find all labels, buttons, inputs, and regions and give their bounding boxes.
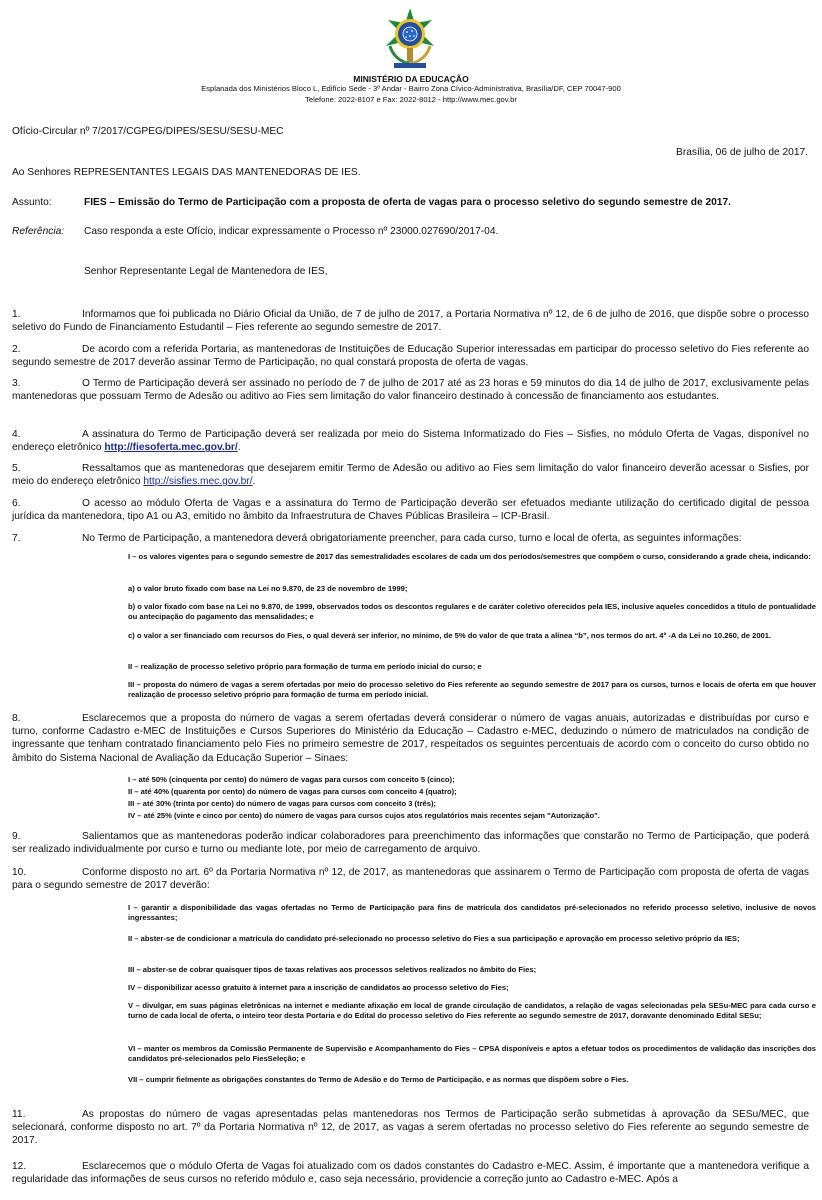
paragraph-text: A assinatura do Termo de Participação deverá ser realizada por meio do Sistema Informatizado do Fies – Sisfies, no módulo Oferta de Vagas, disponível no endereço eletrônico [12,429,809,454]
list7-item-4: c) o valor a ser financiado com recursos do Fies, o qual deverá ser inferior, no mínimo, de 5% do valor de que trata a alínea “b”, nos termos do art. 4º -A da Lei no 10.260, de 2001. [128,631,772,640]
paragraph-text: Conforme disposto no art. 6º da Portaria Normativa nº 12, de 2017, as mantenedoras que assinarem o Termo de Participação com proposta de oferta de vagas para o segundo semestre de 2017 deverão: [12,867,809,892]
paragraph-text: No Termo de Participação, a mantenedora deverá obrigatoriamente preencher, para cada curso, turno e local de oferta, as seguintes informações: [82,533,742,544]
paragraph-7 [12,532,809,545]
paragraph-1 [12,308,809,334]
paragraph-number: 8. [12,713,21,724]
paragraph-text: O Termo de Participação deverá ser assinado no período de 7 de julho de 2017 até as 23 horas e 59 minutos do dia 14 de julho de 2017, exclusivamente pelas mantenedoras que possuam Termo de Adesão ou aditivo ao Fies sem limitação do valor financeiro destinado à concessão de financiamento aos estudantes. [12,378,809,403]
paragraph-text: De acordo com a referida Portaria, as mantenedoras de Instituições de Educação Superior interessadas em participar do processo seletivo do Fies referente ao segundo semestre de 2017 deverão assinar Termo de Participação, no qual constará proposta de oferta de vagas. [12,344,809,369]
paragraph-text-end: . [237,442,241,454]
ministry-name: MINISTÉRIO DA EDUCAÇÃO [353,74,469,84]
paragraph-number: 11. [12,1109,26,1120]
list10-item-5: V – divulgar, em suas páginas eletrônicas na internet e mediante afixação em local de grande circulação de candidatos, a relação de vagas selecionadas pela SESu-MEC para cada curso e turno de cada local de oferta, o inteiro teor desta Portaria e do Edital do processo seletivo do Fies referente ao segundo semestre de 2017, doravante denominado Edital SESu; [128,1001,816,1021]
list10-item-6: VI – manter os membros da Comissão Permanente de Supervisão e Acompanhamento do Fies – CPSA disponíveis e aptos a efetuar todos os procedimentos de validação das inscrições dos candidatos pré-selecionados pelo FiesSeleção; e [128,1044,816,1064]
paragraph-number: 9. [12,831,21,842]
list8-item-1: I – até 50% (cinquenta por cento) do número de vagas para cursos com conceito 5 (cinco); [128,775,455,784]
list10-item-3: III – abster-se de cobrar quaisquer tipos de taxas relativas aos processos seletivos realizados no âmbito do Fies; [128,965,537,974]
paragraph-3 [12,377,809,403]
paragraph-text: Salientamos que as mantenedoras poderão indicar colaboradores para preenchimento das informações que constarão no Termo de Participação, que poderá ser realizado individualmente por curso e turno ou mediante lote, por meio de carregamento de arquivo. [12,831,809,856]
ministry-address: Esplanada dos Ministérios Bloco L, Edifício Sede - 3º Andar - Bairro Zona Cívico-Administrativa, Brasília/DF, CEP 70047-900 [201,84,621,93]
salutation: Senhor Representante Legal de Mantenedora de IES, [84,266,328,277]
reference-label: Referência: [12,226,65,237]
subject-text: FIES – Emissão do Termo de Participação com a proposta de oferta de vagas para o processo seletivo do segundo semestre de 2017. [84,197,731,208]
fiesoferta-link[interactable]: http://fiesoferta.mec.gov.br/ [104,442,238,454]
list7-item-3: b) o valor fixado com base na Lei no 9.870, de 1999, observados todos os descontos regulares e de caráter coletivo oferecidos pela IES, inclusive aqueles concedidos a título de pontualidade ou antecipação do pagamento das mensalidades; e [128,602,816,622]
paragraph-number: 6. [12,498,21,509]
paragraph-number: 10. [12,867,27,878]
paragraph-number: 12. [12,1161,27,1172]
list7-item-6: III – proposta do número de vagas a serem ofertadas por meio do processo seletivo do Fies referente ao segundo semestre de 2017 para os cursos, turnos e locais de oferta em que houver realização de processo seletivo próprio para formação de turma em período inicial. [128,680,816,700]
office-reference: Ofício-Circular nº 7/2017/CGPEG/DIPES/SESU/SESU-MEC [12,126,284,137]
brazil-coat-of-arms-icon [380,6,440,70]
paragraph-5 [12,462,809,488]
paragraph-12 [12,1160,809,1186]
paragraph-text: Esclarecemos que a proposta do número de vagas a serem ofertadas deverá considerar o número de vagas anuais, autorizadas e distribuídas por curso e turno, conforme Cadastro e-MEC de Instituições e Cursos Superiores do Ministério da Educação – Cadastro e-MEC, deduzindo o número de matriculados na condição de ingressante que tenham contratado financiamento pelo Fies no primeiro semestre de 2017, respeitados os seguintes percentuais de acordo com o conceito do curso obtido no âmbito do Sistema Nacional de Avaliação da Educação Superior – Sinaes: [12,713,809,764]
paragraph-6 [12,497,809,523]
list8-item-3: III – até 30% (trinta por cento) do número de vagas para cursos com conceito 3 (três); [128,799,437,808]
list7-item-5: II – realização de processo seletivo próprio para formação de turma em período inicial do curso; e [128,662,482,671]
paragraph-number: 4. [12,429,21,440]
list10-item-2: II – abster-se de condicionar a matrícula do candidato pré-selecionado no processo seletivo do Fies a sua participação e aprovação em processo seletivo próprio da IES; [128,934,740,943]
list8-item-2: II – até 40% (quarenta por cento) do número de vagas para cursos com conceito 4 (quatro); [128,787,457,796]
paragraph-number: 3. [12,378,21,389]
paragraph-text: Esclarecemos que o módulo Oferta de Vagas foi atualizado com os dados constantes do Cadastro e-MEC. Assim, é importante que a mantenedora verifique a regularidade das informações de seus cursos no referido módulo e, caso seja necessário, providencie a correção junto ao Cadastro e-MEC. Após a [12,1161,809,1186]
paragraph-text: Informamos que foi publicada no Diário Oficial da União, de 7 de julho de 2017, a Portaria Normativa nº 12, de 6 de julho de 2016, que dispõe sobre o processo seletivo do Fundo de Financiamento Estudantil – Fies referente ao segundo semestre de 2017. [12,309,809,334]
paragraph-text: As propostas do número de vagas apresentadas pelas mantenedoras nos Termos de Participação serão submetidas à aprovação da SESu/MEC, que selecionará, conforme disposto no art. 7º da Portaria Normativa nº 12, de 2017, as vagas a serem ofertadas no processo seletivo do Fies referente ao segundo semestre de 2017. [12,1109,809,1147]
sisfies-link[interactable]: http://sisfies.mec.gov.br/ [143,476,253,488]
list10-item-1: I – garantir a disponibilidade das vagas ofertadas no Termo de Participação para fins de matrícula dos candidatos pré-selecionados no referido processo seletivo, inclusive de novos ingressantes; [128,903,816,923]
list8-item-4: IV – até 25% (vinte e cinco por cento) do número de vagas para cursos cujos atos regulatórios mais recentes sejam "Autorização". [128,811,600,820]
reference-text: Caso responda a este Ofício, indicar expressamente o Processo nº 23000.027690/2017-04. [84,226,499,237]
subject-label: Assunto: [12,197,52,208]
list10-item-4: IV – disponibilizar acesso gratuito à internet para a inscrição de candidatos ao processo seletivo do Fies; [128,983,509,992]
ministry-phone: Telefone: 2022-8107 e Fax: 2022-8012 - http://www.mec.gov.br [305,95,517,104]
list10-item-7: VII – cumprir fielmente as obrigações constantes do Termo de Adesão e do Termo de Participação, e as normas que dispõem sobre o Fies. [128,1075,629,1084]
paragraph-2 [12,343,809,369]
list7-item-1: I – os valores vigentes para o segundo semestre de 2017 das semestralidades escolares de cada um dos períodos/semestres que compõem o curso, considerando a grade cheia, indicando: [128,552,811,561]
paragraph-number: 5. [12,463,21,474]
addressee: Ao Senhores REPRESENTANTES LEGAIS DAS MANTENEDORAS DE IES. [12,167,361,178]
paragraph-text-end: . [252,476,256,488]
paragraph-number: 2. [12,344,21,355]
paragraph-11 [12,1108,809,1148]
paragraph-text: O acesso ao módulo Oferta de Vagas e a assinatura do Termo de Participação deverão ser efetuados mediante utilização do certificado digital de pessoa jurídica da mantenedora, tipo A1 ou A3, emitido no âmbito da Infraestrutura de Chaves Públicas Brasileira – ICP-Brasil. [12,498,809,523]
list7-item-2: a) o valor bruto fixado com base na Lei no 9.870, de 23 de novembro de 1999; [128,584,408,593]
place-date: Brasília, 06 de julho de 2017. [676,147,808,158]
paragraph-10 [12,866,809,892]
paragraph-text: Ressaltamos que as mantenedoras que desejarem emitir Termo de Adesão ou aditivo ao Fies sem limitação do valor financeiro deverão acessar o Sisfies, por meio do endereço eletrônico [12,463,809,488]
paragraph-number: 7. [12,533,21,544]
paragraph-number: 1. [12,309,21,320]
paragraph-8 [12,712,809,765]
paragraph-9 [12,830,809,856]
paragraph-4 [12,428,809,454]
